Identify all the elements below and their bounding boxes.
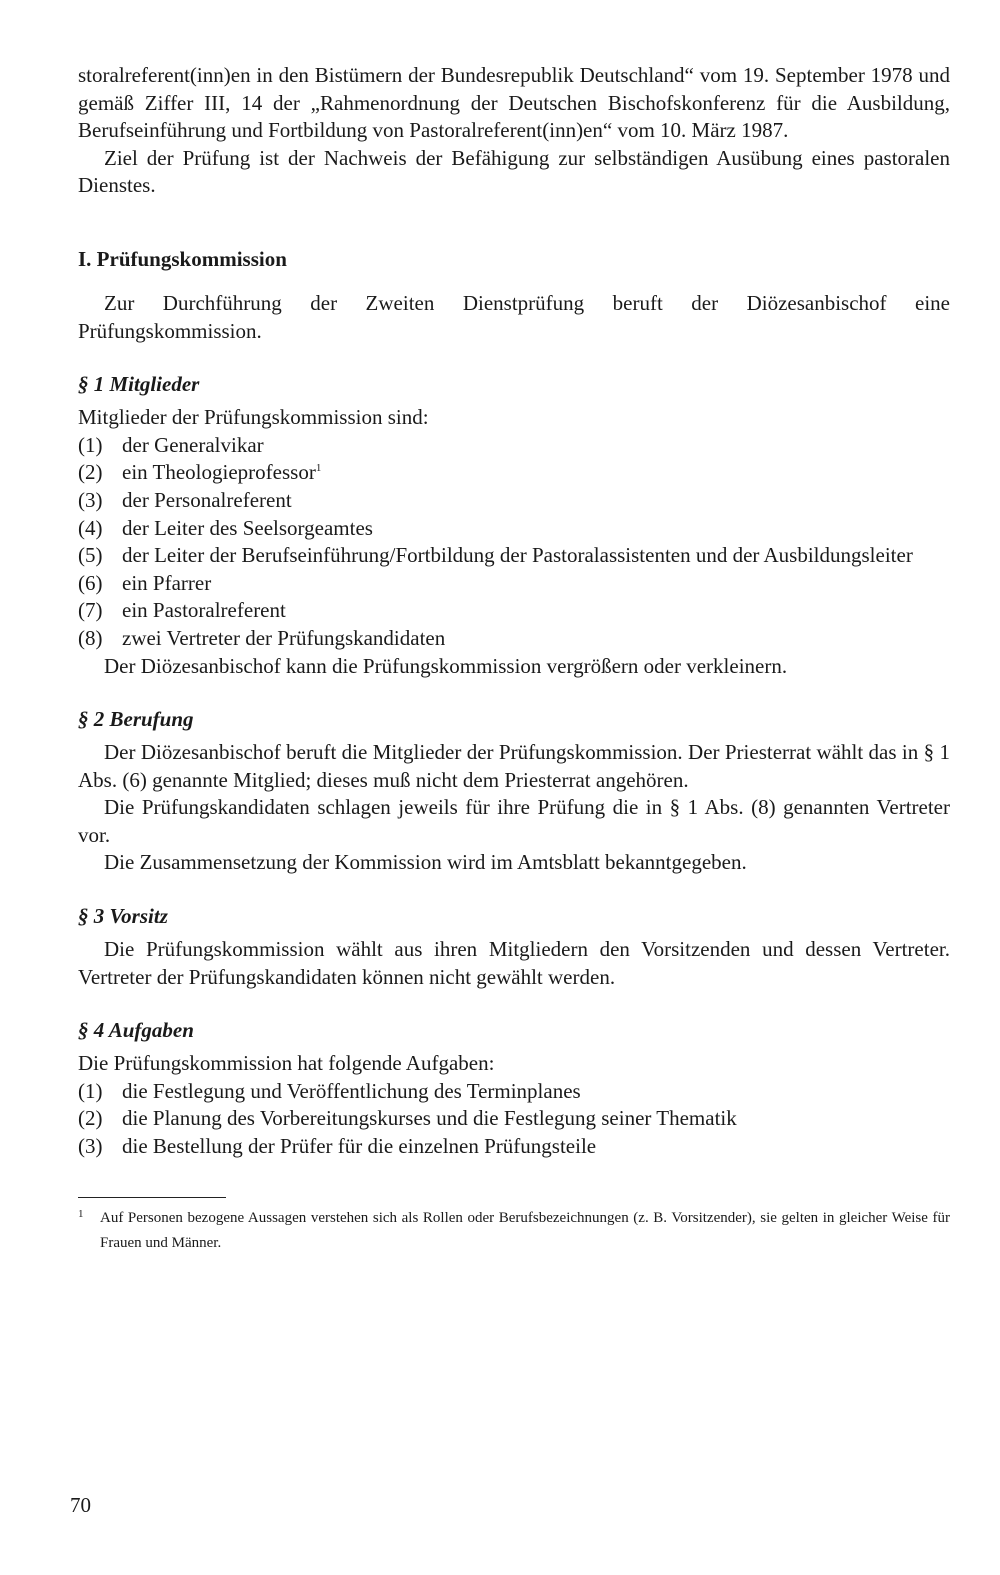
list-item: (8) zwei Vertreter der Prüfungskandidaten [78, 625, 446, 650]
footnote-reference: 1 [315, 462, 322, 475]
berufung-text-2: Die Prüfungskandidaten schlagen jeweils für ihre Prüfung die in § 1 Abs. (8) genannten Vertreter vor. [78, 795, 950, 847]
section-intro-text: Zur Durchführung der Zweiten Dienstprüfung beruft der Diözesanbischof eine Prüfungskommission. [78, 290, 950, 343]
footnote-text: Auf Personen bezogene Aussagen verstehen sich als Rollen oder Berufsbezeichnungen (z. B. Vorsitzender), sie gelten in gleicher Weise für Frauen und Männer. [100, 1209, 950, 1251]
aufgaben-list [78, 1078, 950, 1161]
paragraph-heading-berufung: § 2 Berufung [78, 707, 194, 732]
footnote [78, 1206, 950, 1256]
list-item: (3) der Personalreferent [78, 487, 292, 512]
berufung-text-1: Der Diözesanbischof beruft die Mitglieder der Prüfungskommission. Der Priesterrat wählt das in § 1 Abs. (6) genannte Mitglied; dieses muß nicht dem Priesterrat angehören. [78, 740, 950, 792]
members-lead: Mitglieder der Prüfungskommission sind: [78, 405, 429, 430]
paragraph-heading-aufgaben: § 4 Aufgaben [78, 1018, 194, 1043]
list-item: (2) ein Theologieprofessor$^1$ [78, 460, 322, 485]
intro-goal-paragraph: Ziel der Prüfung ist der Nachweis der Befähigung zur selbständigen Ausübung eines pastoralen Dienstes. [78, 145, 950, 198]
footnote-mark: 1 [78, 1207, 84, 1220]
list-item: (5) der Leiter der Berufseinführung/Fortbildung der Pastoralassistenten und der Ausbildungsleiter [78, 543, 913, 568]
aufgaben-lead: Die Prüfungskommission hat folgende Aufgaben: [78, 1051, 495, 1076]
list-item: (1) der Generalvikar [78, 432, 264, 457]
paragraph-heading-vorsitz: § 3 Vorsitz [78, 904, 168, 929]
list-item: (2) die Planung des Vorbereitungskurses und die Festlegung seiner Thematik [78, 1106, 737, 1131]
section-heading-pruefungskommission: I. Prüfungskommission [78, 246, 287, 271]
list-item: (4) der Leiter des Seelsorgeamtes [78, 515, 373, 540]
intro-paragraph: storalreferent(inn)en in den Bistümern der Bundesrepublik Deutschland“ vom 19. September 1978 und gemäß Ziffer III, 14 der „Rahmenordnung der Deutschen Bischofskonferenz für die Ausbildung, Berufseinführung und Fortbildung von Pastoralreferent(inn)en“ vom 10. März 1987. [78, 63, 950, 143]
members-list [78, 432, 950, 653]
vorsitz-text: Die Prüfungskommission wählt aus ihren Mitgliedern den Vorsitzenden und dessen Vertreter. Vertreter der Prüfungskandidaten können nicht gewählt werden. [78, 937, 950, 989]
berufung-text-3: Die Zusammensetzung der Kommission wird im Amtsblatt bekanntgegeben. [104, 850, 747, 875]
list-item: (3) die Bestellung der Prüfer für die einzelnen Prüfungsteile [78, 1134, 597, 1159]
paragraph-heading-mitglieder: § 1 Mitglieder [78, 372, 200, 397]
list-item: (7) ein Pastoralreferent [78, 598, 286, 623]
list-item: (1) die Festlegung und Veröffentlichung des Terminplanes [78, 1078, 581, 1103]
members-closing: Der Diözesanbischof kann die Prüfungskommission vergrößern oder verkleinern. [104, 653, 788, 678]
document-page [78, 62, 950, 1256]
list-item: (6) ein Pfarrer [78, 570, 212, 595]
page-number: 70 [70, 1493, 91, 1517]
